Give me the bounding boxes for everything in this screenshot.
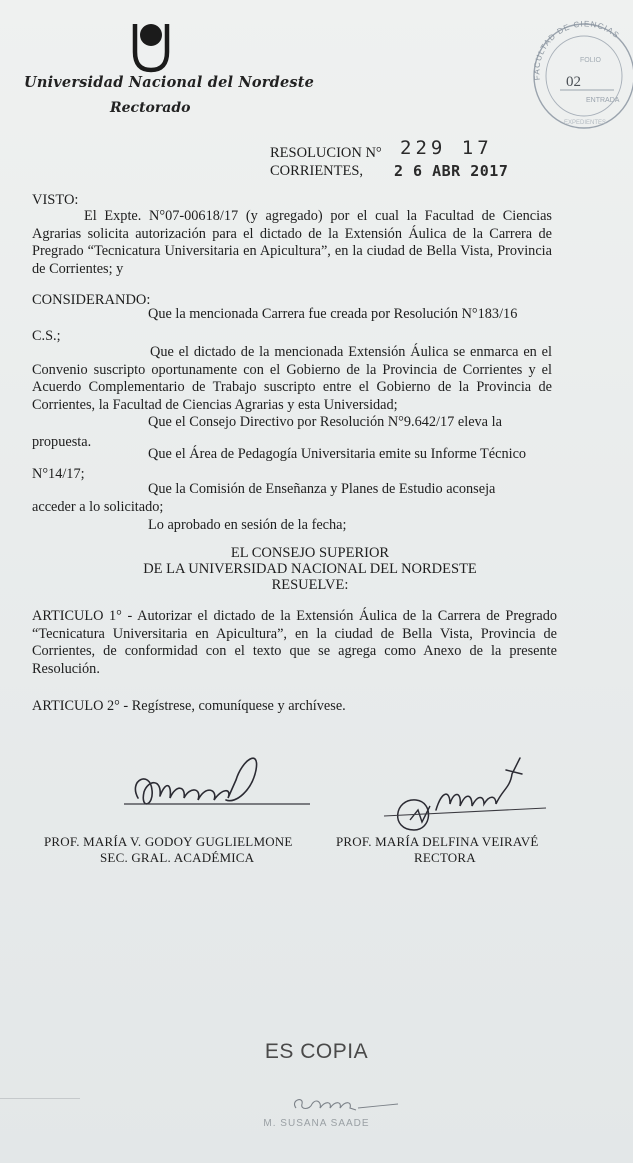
considerando-p3-line1: Que el Consejo Directivo por Resolución N°9.642/17 eleva la — [148, 414, 502, 430]
council-line-2: DE LA UNIVERSIDAD NACIONAL DEL NORDESTE — [143, 561, 477, 577]
considerando-p3-line2: propuesta. — [32, 434, 92, 450]
stamp-lower-text: ENTRADA — [586, 97, 620, 104]
resolution-label: RESOLUCION N° — [270, 145, 382, 161]
council-line-3: RESUELVE: — [271, 577, 349, 593]
council-heading — [120, 545, 500, 593]
city-label: CORRIENTES, — [270, 163, 364, 179]
visto-heading: VISTO: — [32, 192, 79, 208]
svg-text:FACULTAD DE CIENCIAS — [532, 19, 621, 80]
stamp-folio-label: FOLIO — [580, 57, 602, 64]
considerando-p1-line1: Que la mencionada Carrera fue creada por Resolución N°183/16 — [148, 306, 518, 322]
considerando-p6: Lo aprobado en sesión de la fecha; — [148, 517, 347, 533]
article-1: ARTICULO 1° - Autorizar el dictado de la Extensión Áulica de la Carrera de Pregrado “Tecnicatura Universitaria en Apicultura”, en la ciudad de Bella Vista, Provincia de Corrientes, de conformidad con el texto que se agrega como Anexo de la presente Resolución. — [32, 608, 557, 677]
office-name: Rectorado — [110, 100, 191, 116]
considerando-heading: CONSIDERANDO: — [32, 292, 151, 308]
considerando-p5-line2: acceder a lo solicitado; — [32, 499, 164, 515]
left-signer-name: PROF. MARÍA V. GODOY GUGLIELMONE — [44, 834, 293, 849]
left-signer-title: SEC. GRAL. ACADÉMICA — [100, 850, 255, 865]
divider — [0, 1098, 80, 1099]
stamp-folio-value: 02 — [566, 74, 581, 90]
visto-text: El Expte. N°07-00618/17 (y agregado) por el cual la Facultad de Ciencias Agrarias solicita autorización para el dictado de la Extensión Áulica de la Carrera de Pregrado “Tecnicatura Universitaria en Apicultura”, en la ciudad de Bella Vista, Provincia de Corrientes; y — [32, 208, 552, 277]
council-line-1: EL CONSEJO SUPERIOR — [230, 545, 390, 561]
copy-label: ES COPIA — [264, 1040, 369, 1063]
considerando-p4-line1: Que el Área de Pedagogía Universitaria emite su Informe Técnico — [148, 446, 527, 462]
stamp-bottom-text: EXPEDIENTES — [564, 120, 607, 126]
signature-left — [110, 740, 320, 830]
article-2: ARTICULO 2° - Regístrese, comuníquese y archívese. — [32, 698, 346, 714]
right-signer-title: RECTORA — [414, 850, 476, 865]
certifier-name: M. SUSANA SAADE — [263, 1118, 370, 1129]
resolution-number: 229 17 — [400, 137, 493, 159]
signature-right — [380, 750, 550, 840]
faculty-stamp — [518, 10, 633, 130]
stamp-ring-text: FACULTAD DE CIENCIAS — [532, 19, 622, 81]
considerando-p1-line2: C.S.; — [32, 328, 61, 344]
une-logo-icon — [126, 22, 176, 74]
right-signer-name: PROF. MARÍA DELFINA VEIRAVÉ — [336, 834, 539, 849]
university-name: Universidad Nacional del Nordeste — [24, 74, 315, 91]
certifier-signature — [282, 1092, 402, 1116]
resolution-date: 2 6 ABR 2017 — [394, 162, 509, 180]
considerando-p2: Que el dictado de la mencionada Extensión Áulica se enmarca en el Convenio suscripto oportunamente con el Gobierno de la Provincia de Corrientes y el Acuerdo Complementario de Trabajo suscripto entre el Gobierno de la Provincia de Corrientes, la Facultad de Ciencias Agrarias y esta Universidad; — [32, 344, 552, 413]
considerando-p4-line2: N°14/17; — [32, 466, 85, 482]
considerando-p5-line1: Que la Comisión de Enseñanza y Planes de Estudio aconseja — [148, 481, 496, 497]
